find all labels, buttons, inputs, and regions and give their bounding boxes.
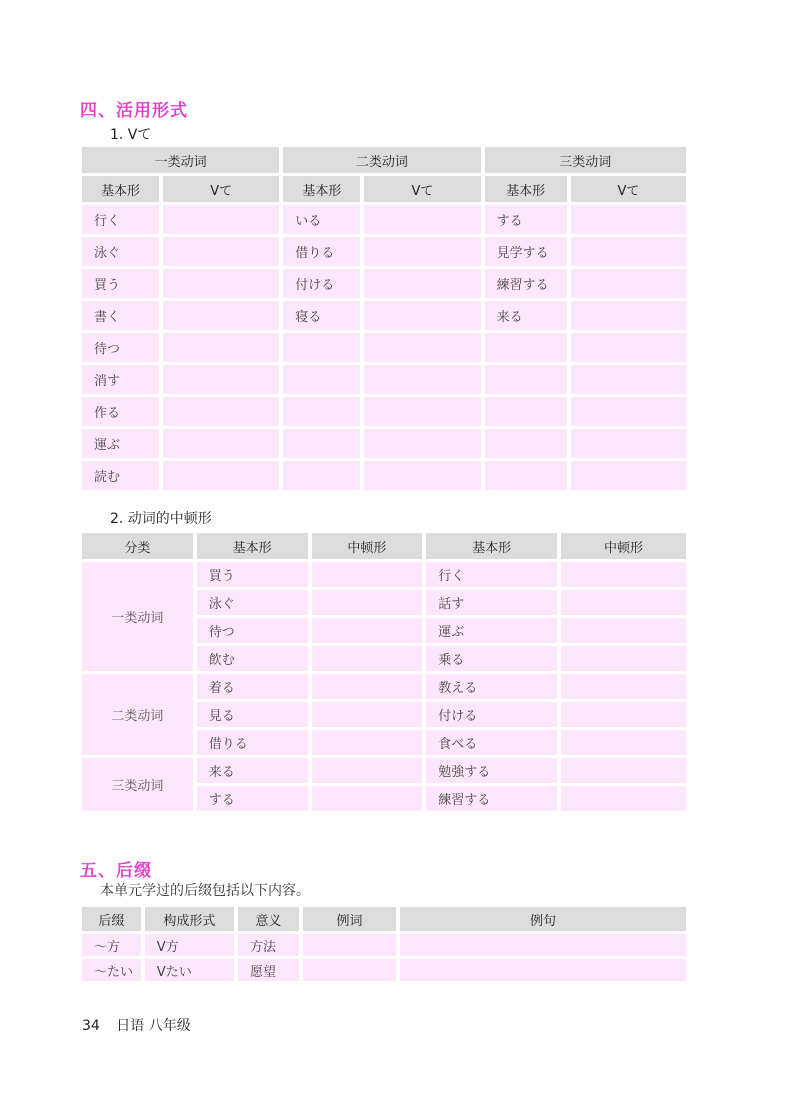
verb-cell: 乗る bbox=[426, 646, 557, 671]
column-header-meaning: 意义 bbox=[238, 907, 299, 931]
table-row bbox=[82, 758, 686, 783]
column-header-base: 基本形 bbox=[485, 176, 567, 202]
answer-blank[interactable] bbox=[163, 397, 279, 426]
category-cell: 一类动词 bbox=[82, 562, 193, 671]
book-title: 日语 八年级 bbox=[116, 1018, 191, 1034]
answer-blank[interactable] bbox=[163, 269, 279, 298]
answer-blank[interactable] bbox=[312, 618, 423, 643]
column-header-base: 基本形 bbox=[426, 533, 557, 559]
verb-cell: 運ぶ bbox=[82, 429, 159, 458]
verb-cell: 見る bbox=[197, 702, 308, 727]
empty-cell bbox=[283, 333, 360, 362]
answer-blank[interactable] bbox=[571, 301, 686, 330]
verb-cell: 待つ bbox=[197, 618, 308, 643]
answer-blank[interactable] bbox=[163, 205, 279, 234]
group-header-row bbox=[82, 147, 686, 173]
verb-cell: 食べる bbox=[426, 730, 557, 755]
verb-cell: 買う bbox=[82, 269, 159, 298]
answer-blank[interactable] bbox=[571, 461, 686, 490]
empty-cell bbox=[283, 397, 360, 426]
answer-blank[interactable] bbox=[163, 237, 279, 266]
column-header-continuative: 中顿形 bbox=[312, 533, 423, 559]
verb-cell: 飲む bbox=[197, 646, 308, 671]
column-header-formation: 构成形式 bbox=[145, 907, 234, 931]
table-row bbox=[82, 429, 686, 458]
verb-cell: 話す bbox=[426, 590, 557, 615]
column-header-suffix: 后缀 bbox=[82, 907, 141, 931]
table-row bbox=[82, 674, 686, 699]
table-row bbox=[82, 301, 686, 330]
verb-cell: 借りる bbox=[197, 730, 308, 755]
answer-blank[interactable] bbox=[364, 237, 480, 266]
empty-cell bbox=[283, 461, 360, 490]
subsection-title-continuative: 2. 动词的中顿形 bbox=[110, 511, 212, 527]
verb-cell: する bbox=[485, 205, 567, 234]
continuative-form-table bbox=[78, 530, 690, 814]
suffix-cell: ～たい bbox=[82, 959, 141, 981]
answer-blank[interactable] bbox=[561, 562, 686, 587]
verb-cell: 待つ bbox=[82, 333, 159, 362]
subsection-title-te-form: 1. Vて bbox=[110, 127, 152, 143]
verb-cell: 教える bbox=[426, 674, 557, 699]
table-row bbox=[82, 365, 686, 394]
meaning-cell: 方法 bbox=[238, 934, 299, 956]
column-header-base: 基本形 bbox=[197, 533, 308, 559]
verb-cell: 借りる bbox=[283, 237, 360, 266]
answer-blank[interactable] bbox=[364, 269, 480, 298]
formation-cell: V方 bbox=[145, 934, 234, 956]
verb-cell: 消す bbox=[82, 365, 159, 394]
answer-blank[interactable] bbox=[364, 301, 480, 330]
verb-cell: 付ける bbox=[283, 269, 360, 298]
verb-cell: いる bbox=[283, 205, 360, 234]
verb-cell: 読む bbox=[82, 461, 159, 490]
verb-cell: 買う bbox=[197, 562, 308, 587]
answer-blank[interactable] bbox=[561, 730, 686, 755]
answer-blank[interactable] bbox=[163, 301, 279, 330]
verb-cell: 運ぶ bbox=[426, 618, 557, 643]
answer-blank[interactable] bbox=[364, 429, 480, 458]
category-cell: 二类动词 bbox=[82, 674, 193, 755]
answer-blank[interactable] bbox=[571, 333, 686, 362]
column-header-category: 分类 bbox=[82, 533, 193, 559]
table-row bbox=[82, 562, 686, 587]
answer-blank[interactable] bbox=[561, 758, 686, 783]
column-header-example-sentence: 例句 bbox=[400, 907, 686, 931]
answer-blank[interactable] bbox=[571, 205, 686, 234]
answer-blank[interactable] bbox=[312, 786, 423, 811]
empty-cell bbox=[485, 333, 567, 362]
verb-cell: 付ける bbox=[426, 702, 557, 727]
answer-blank[interactable] bbox=[400, 934, 686, 956]
group-header: 二类动词 bbox=[283, 147, 480, 173]
table-row bbox=[82, 934, 686, 956]
verb-cell: 来る bbox=[197, 758, 308, 783]
answer-blank[interactable] bbox=[571, 397, 686, 426]
column-header-example-word: 例词 bbox=[303, 907, 396, 931]
answer-blank[interactable] bbox=[312, 562, 423, 587]
empty-cell bbox=[485, 429, 567, 458]
verb-cell: 泳ぐ bbox=[197, 590, 308, 615]
answer-blank[interactable] bbox=[163, 429, 279, 458]
group-header: 一类动词 bbox=[82, 147, 279, 173]
answer-blank[interactable] bbox=[400, 959, 686, 981]
section-title-conjugation: 四、活用形式 bbox=[80, 101, 188, 121]
column-header-row bbox=[82, 176, 686, 202]
category-cell: 三类动词 bbox=[82, 758, 193, 811]
verb-cell: 着る bbox=[197, 674, 308, 699]
verb-cell: 来る bbox=[485, 301, 567, 330]
answer-blank[interactable] bbox=[561, 646, 686, 671]
table-row bbox=[82, 333, 686, 362]
answer-blank[interactable] bbox=[312, 674, 423, 699]
verb-cell: 書く bbox=[82, 301, 159, 330]
table-row bbox=[82, 205, 686, 234]
answer-blank[interactable] bbox=[561, 618, 686, 643]
empty-cell bbox=[283, 429, 360, 458]
answer-blank[interactable] bbox=[312, 758, 423, 783]
answer-blank[interactable] bbox=[561, 590, 686, 615]
section-title-suffix: 五、后缀 bbox=[80, 861, 152, 881]
answer-blank[interactable] bbox=[303, 934, 396, 956]
table-row bbox=[82, 237, 686, 266]
verb-cell: 作る bbox=[82, 397, 159, 426]
answer-blank[interactable] bbox=[571, 429, 686, 458]
meaning-cell: 愿望 bbox=[238, 959, 299, 981]
column-header-te: Vて bbox=[364, 176, 480, 202]
verb-cell: 練習する bbox=[485, 269, 567, 298]
verb-cell: 寝る bbox=[283, 301, 360, 330]
answer-blank[interactable] bbox=[571, 365, 686, 394]
answer-blank[interactable] bbox=[312, 702, 423, 727]
answer-blank[interactable] bbox=[312, 590, 423, 615]
answer-blank[interactable] bbox=[163, 461, 279, 490]
page-footer bbox=[82, 1015, 191, 1035]
verb-cell: 勉強する bbox=[426, 758, 557, 783]
answer-blank[interactable] bbox=[312, 730, 423, 755]
column-header-te: Vて bbox=[163, 176, 279, 202]
answer-blank[interactable] bbox=[561, 786, 686, 811]
column-header-row bbox=[82, 533, 686, 559]
answer-blank[interactable] bbox=[364, 461, 480, 490]
verb-cell: 練習する bbox=[426, 786, 557, 811]
page-number: 34 bbox=[82, 1018, 100, 1034]
table-row bbox=[82, 461, 686, 490]
table-row bbox=[82, 397, 686, 426]
answer-blank[interactable] bbox=[364, 365, 480, 394]
answer-blank[interactable] bbox=[303, 959, 396, 981]
table-row bbox=[82, 269, 686, 298]
answer-blank[interactable] bbox=[561, 702, 686, 727]
empty-cell bbox=[485, 365, 567, 394]
te-form-table bbox=[78, 144, 690, 493]
column-header-te: Vて bbox=[571, 176, 686, 202]
column-header-continuative: 中顿形 bbox=[561, 533, 686, 559]
answer-blank[interactable] bbox=[312, 646, 423, 671]
formation-cell: Vたい bbox=[145, 959, 234, 981]
verb-cell: する bbox=[197, 786, 308, 811]
answer-blank[interactable] bbox=[163, 365, 279, 394]
suffix-table bbox=[78, 904, 690, 984]
empty-cell bbox=[485, 397, 567, 426]
answer-blank[interactable] bbox=[163, 333, 279, 362]
answer-blank[interactable] bbox=[364, 205, 480, 234]
column-header-base: 基本形 bbox=[82, 176, 159, 202]
verb-cell: 見学する bbox=[485, 237, 567, 266]
empty-cell bbox=[485, 461, 567, 490]
verb-cell: 行く bbox=[82, 205, 159, 234]
answer-blank[interactable] bbox=[364, 333, 480, 362]
empty-cell bbox=[283, 365, 360, 394]
answer-blank[interactable] bbox=[561, 674, 686, 699]
answer-blank[interactable] bbox=[571, 237, 686, 266]
verb-cell: 行く bbox=[426, 562, 557, 587]
section-intro: 本单元学过的后缀包括以下内容。 bbox=[100, 883, 310, 899]
answer-blank[interactable] bbox=[571, 269, 686, 298]
column-header-base: 基本形 bbox=[283, 176, 360, 202]
suffix-cell: ～方 bbox=[82, 934, 141, 956]
group-header: 三类动词 bbox=[485, 147, 686, 173]
column-header-row bbox=[82, 907, 686, 931]
answer-blank[interactable] bbox=[364, 397, 480, 426]
verb-cell: 泳ぐ bbox=[82, 237, 159, 266]
table-row bbox=[82, 959, 686, 981]
